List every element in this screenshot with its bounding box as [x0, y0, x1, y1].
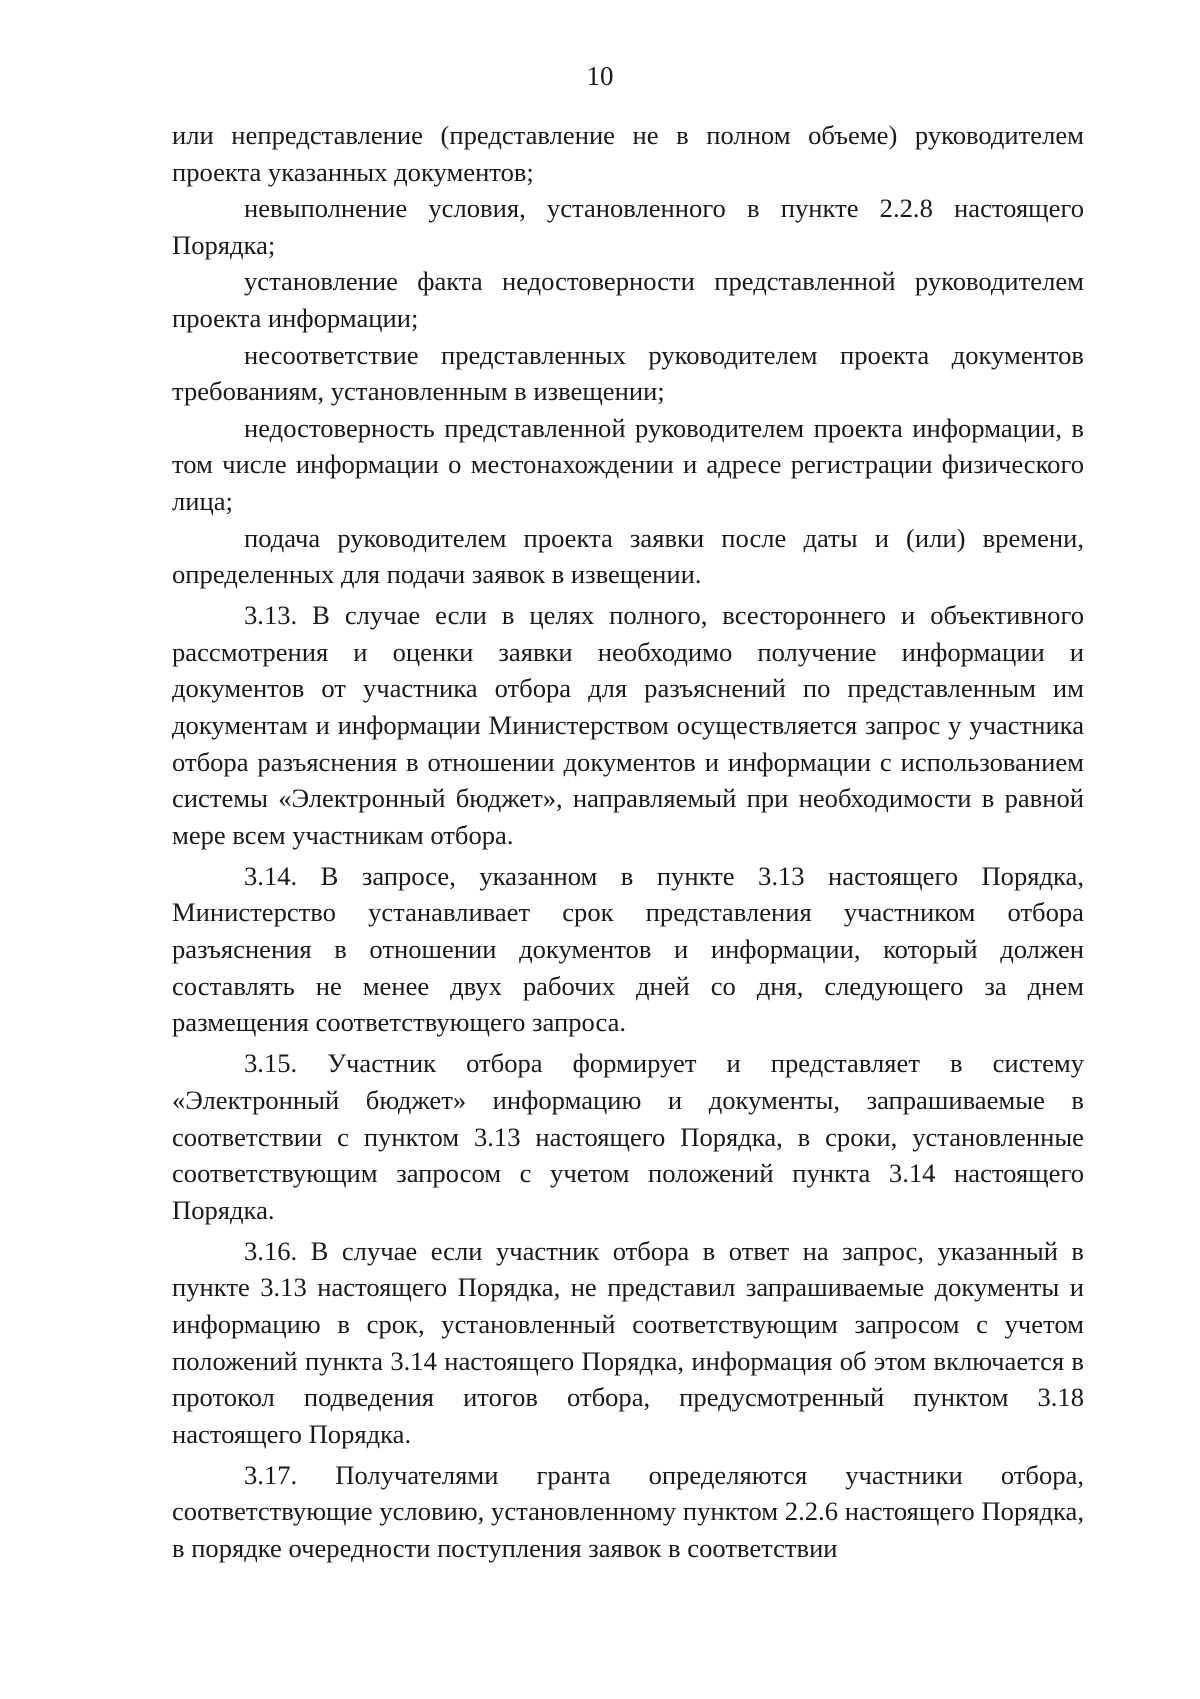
paragraph-list-item-mismatch: несоответствие представленных руководителем проекта документов требованиям, установленным в извещении; — [172, 339, 1084, 407]
page-number: 10 — [586, 61, 614, 91]
paragraph-clause-3-17: 3.17. Получателями гранта определяются участники отбора, соответствующие условию, установленному пунктом 2.2.6 настоящего Порядка, в порядке очередности поступления заявок в соответствии — [172, 1459, 1084, 1564]
paragraph-list-item-late: подача руководителем проекта заявки после даты и (или) времени, определенных для подачи заявок в извещении. — [172, 522, 1084, 590]
paragraph-clause-3-15: 3.15. Участник отбора формирует и представляет в систему «Электронный бюджет» информацию и документы, запрашиваемые в соответствии с пунктом 3.13 настоящего Порядка, в сроки, установленные соответствующим запросом с учетом положений пункта 3.14 настоящего Порядка. — [172, 1048, 1084, 1225]
paragraph-clause-3-13: 3.13. В случае если в целях полного, всестороннего и объективного рассмотрения и оценки заявки необходимо получение информации и документов от участника отбора для разъяснений по представленным им документам и информации Министерством осуществляется запрос у участника отбора разъяснения в отношении документов и информации с использованием системы «Электронный бюджет», направляемый при необходимости в равной мере всем участникам отбора. — [172, 600, 1084, 850]
document-body — [172, 117, 1084, 1567]
paragraph-list-item-fact: установление факта недостоверности представленной руководителем проекта информации; — [172, 266, 1084, 333]
paragraph-clause-3-16: 3.16. В случае если участник отбора в ответ на запрос, указанный в пункте 3.13 настоящего Порядка, не представил запрашиваемые документы и информацию в срок, установленный соответствующим запросом с учетом положений пункта 3.14 настоящего Порядка, информация об этом включается в протокол подведения итогов отбора, предусмотренный пунктом 3.18 настоящего Порядка. — [172, 1235, 1084, 1449]
paragraph-list-item-condition: невыполнение условия, установленного в пункте 2.2.8 настоящего Порядка; — [172, 193, 1084, 260]
paragraph-list-item-unreliability: недостоверность представленной руководителем проекта информации, в том числе информации о местонахождении и адресе регистрации физического лица; — [172, 412, 1084, 516]
paragraph-clause-3-14: 3.14. В запросе, указанном в пункте 3.13 настоящего Порядка, Министерство устанавливает срок представления участником отбора разъяснения в отношении документов и информации, который должен составлять не менее двух рабочих дней со дня, следующего за днем размещения соответствующего запроса. — [172, 860, 1084, 1038]
paragraph-continued-list-item: или непредставление (представление не в полном объеме) руководителем проекта указанных документов; — [172, 120, 1084, 187]
